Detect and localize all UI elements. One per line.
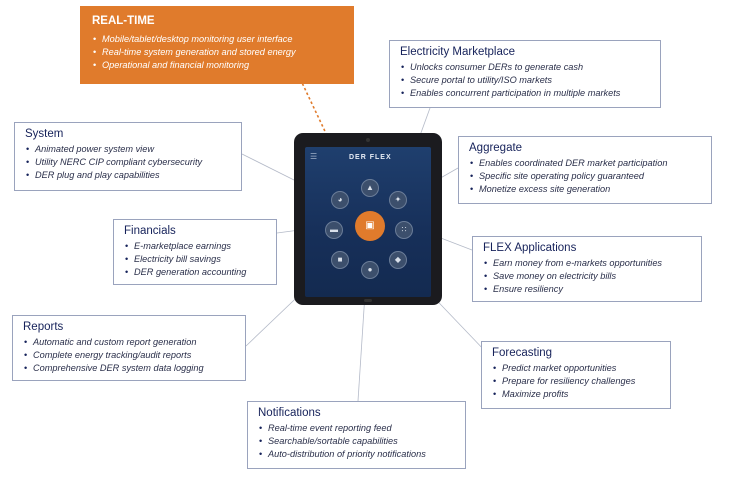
list-item: • Prepare for resiliency challenges bbox=[502, 375, 662, 388]
forecasting-box bbox=[481, 341, 671, 409]
financials-icon[interactable]: ▬ bbox=[325, 221, 343, 239]
aggregate-list bbox=[469, 157, 703, 196]
forecasting-title: Forecasting bbox=[492, 347, 553, 359]
list-item: • Automatic and custom report generation bbox=[33, 336, 237, 349]
aggregate-title: Aggregate bbox=[469, 142, 523, 154]
list-item: • Utility NERC CIP compliant cybersecurity bbox=[35, 156, 233, 169]
list-item: • Animated power system view bbox=[35, 143, 233, 156]
system-list bbox=[25, 143, 233, 182]
financials-list bbox=[124, 240, 268, 279]
list-item: • Earn money from e-markets opportunities bbox=[493, 257, 693, 270]
menu-icon[interactable]: ☰ bbox=[310, 152, 318, 161]
electricity-marketplace-list bbox=[400, 61, 652, 100]
list-item: • Enables coordinated DER market participation bbox=[479, 157, 703, 170]
list-item: • E-marketplace earnings bbox=[134, 240, 268, 253]
electricity-marketplace-title: Electricity Marketplace bbox=[400, 46, 516, 58]
marketplace-icon[interactable]: ▲ bbox=[361, 179, 379, 197]
tablet-device bbox=[294, 133, 442, 305]
flex-applications-title: FLEX Applications bbox=[483, 242, 577, 254]
realtime-center-icon[interactable]: ▣ bbox=[355, 211, 385, 241]
notifications-icon[interactable]: ● bbox=[361, 261, 379, 279]
flex-applications-list bbox=[483, 257, 693, 296]
aggregate-box bbox=[458, 136, 712, 204]
list-item: • Complete energy tracking/audit reports bbox=[33, 349, 237, 362]
system-box bbox=[14, 122, 242, 191]
app-logo: DER FLEX bbox=[349, 154, 392, 161]
aggregate-icon[interactable]: ✦ bbox=[389, 191, 407, 209]
realtime-title: REAL-TIME bbox=[92, 15, 155, 27]
notifications-box bbox=[247, 401, 466, 469]
system-icon[interactable]: ◕ bbox=[331, 191, 349, 209]
reports-list bbox=[23, 336, 237, 375]
list-item: • Predict market opportunities bbox=[502, 362, 662, 375]
list-item: • Monetize excess site generation bbox=[479, 183, 703, 196]
system-title: System bbox=[25, 128, 64, 140]
reports-title: Reports bbox=[23, 321, 64, 333]
list-item: • DER generation accounting bbox=[134, 266, 268, 279]
reports-icon[interactable]: ■ bbox=[331, 251, 349, 269]
list-item: • Auto-distribution of priority notifications bbox=[268, 448, 457, 461]
electricity-marketplace-box bbox=[389, 40, 661, 108]
realtime-item: • Real-time system generation and stored energy bbox=[102, 46, 342, 59]
list-item: • Specific site operating policy guaranteed bbox=[479, 170, 703, 183]
tablet-camera bbox=[366, 138, 370, 142]
notifications-title: Notifications bbox=[258, 407, 321, 419]
flex-apps-icon[interactable]: ∷ bbox=[395, 221, 413, 239]
financials-title: Financials bbox=[124, 225, 176, 237]
financials-box bbox=[113, 219, 277, 285]
flex-applications-box bbox=[472, 236, 702, 302]
list-item: • Electricity bill savings bbox=[134, 253, 268, 266]
forecasting-list bbox=[492, 362, 662, 401]
list-item: • Secure portal to utility/ISO markets bbox=[410, 74, 652, 87]
list-item: • DER plug and play capabilities bbox=[35, 169, 233, 182]
realtime-item: • Operational and financial monitoring bbox=[102, 59, 342, 72]
reports-box bbox=[12, 315, 246, 381]
list-item: • Unlocks consumer DERs to generate cash bbox=[410, 61, 652, 74]
tablet-home-button bbox=[364, 299, 372, 302]
list-item: • Maximize profits bbox=[502, 388, 662, 401]
list-item: • Ensure resiliency bbox=[493, 283, 693, 296]
list-item: • Real-time event reporting feed bbox=[268, 422, 457, 435]
forecasting-icon[interactable]: ◆ bbox=[389, 251, 407, 269]
list-item: • Comprehensive DER system data logging bbox=[33, 362, 237, 375]
list-item: • Save money on electricity bills bbox=[493, 270, 693, 283]
realtime-box bbox=[80, 6, 354, 84]
list-item: • Enables concurrent participation in multiple markets bbox=[410, 87, 652, 100]
realtime-list bbox=[92, 33, 342, 72]
tablet-screen bbox=[305, 147, 431, 297]
realtime-item: • Mobile/tablet/desktop monitoring user interface bbox=[102, 33, 342, 46]
list-item: • Searchable/sortable capabilities bbox=[268, 435, 457, 448]
notifications-list bbox=[258, 422, 457, 461]
